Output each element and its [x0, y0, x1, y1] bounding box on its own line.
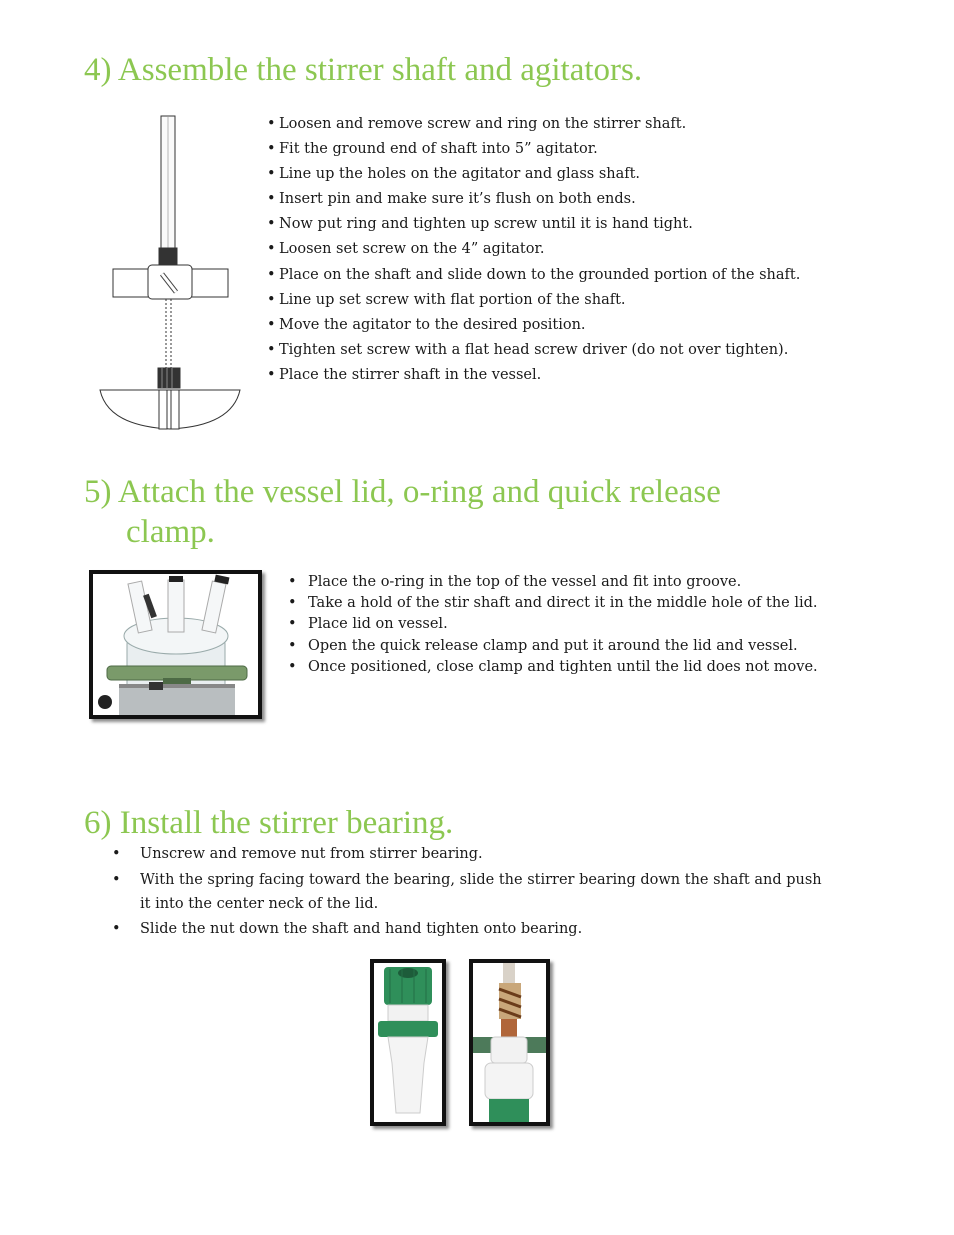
- stirrer-shaft-agitators-diagram: [96, 112, 246, 434]
- list-item: • Once positioned, close clamp and tighten until the lid does not move.: [288, 657, 818, 678]
- list-item: • Line up the holes on the agitator and glass shaft.: [267, 162, 800, 187]
- vessel-lid-clamp-icon: [93, 574, 258, 715]
- section-5-heading-line2: clamp.: [126, 514, 215, 550]
- bearing-installed-photo: [469, 959, 550, 1126]
- stirrer-bearing-photo: [370, 959, 446, 1126]
- list-item: • Loosen and remove screw and ring on the stirrer shaft.: [267, 112, 800, 137]
- list-item: • Place the stirrer shaft in the vessel.: [267, 363, 800, 388]
- list-item: • Now put ring and tighten up screw until it is hand tight.: [267, 212, 800, 237]
- list-item: • Slide the nut down the shaft and hand tighten onto bearing.: [112, 917, 830, 941]
- vessel-lid-clamp-photo: [89, 570, 262, 719]
- bearing-installed-icon: [473, 963, 546, 1122]
- stirrer-bearing-icon: [374, 963, 442, 1122]
- list-item: • Insert pin and make sure it’s flush on both ends.: [267, 187, 800, 212]
- section-4-steps: [267, 112, 800, 388]
- list-item: [112, 868, 830, 916]
- section-5-heading: [84, 472, 721, 552]
- list-item: • Place lid on vessel.: [288, 614, 818, 635]
- list-item: • Take a hold of the stir shaft and direct it in the middle hole of the lid.: [288, 593, 818, 614]
- list-item: • Move the agitator to the desired position.: [267, 313, 800, 338]
- section-6-steps: [112, 842, 830, 943]
- list-item: • Fit the ground end of shaft into 5” agitator.: [267, 137, 800, 162]
- section-5-heading-line1: 5) Attach the vessel lid, o-ring and quick release: [84, 474, 721, 510]
- list-item: • Line up set screw with flat portion of the shaft.: [267, 288, 800, 313]
- list-item: • Unscrew and remove nut from stirrer bearing.: [112, 842, 830, 866]
- section-6-heading: 6) Install the stirrer bearing.: [84, 805, 454, 841]
- list-item: • Place the o-ring in the top of the vessel and fit into groove.: [288, 572, 818, 593]
- list-item: • Open the quick release clamp and put it around the lid and vessel.: [288, 636, 818, 657]
- list-item: • Tighten set screw with a flat head screw driver (do not over tighten).: [267, 338, 800, 363]
- list-item: • Loosen set screw on the 4” agitator.: [267, 237, 800, 262]
- section-4-heading: 4) Assemble the stirrer shaft and agitators.: [84, 52, 643, 88]
- list-item-text: • With the spring facing toward the bearing, slide the stirrer bearing down the shaft and push it into the center neck of the lid.: [140, 871, 822, 912]
- list-item: • Place on the shaft and slide down to the grounded portion of the shaft.: [267, 263, 800, 288]
- section-5-steps: [288, 572, 818, 678]
